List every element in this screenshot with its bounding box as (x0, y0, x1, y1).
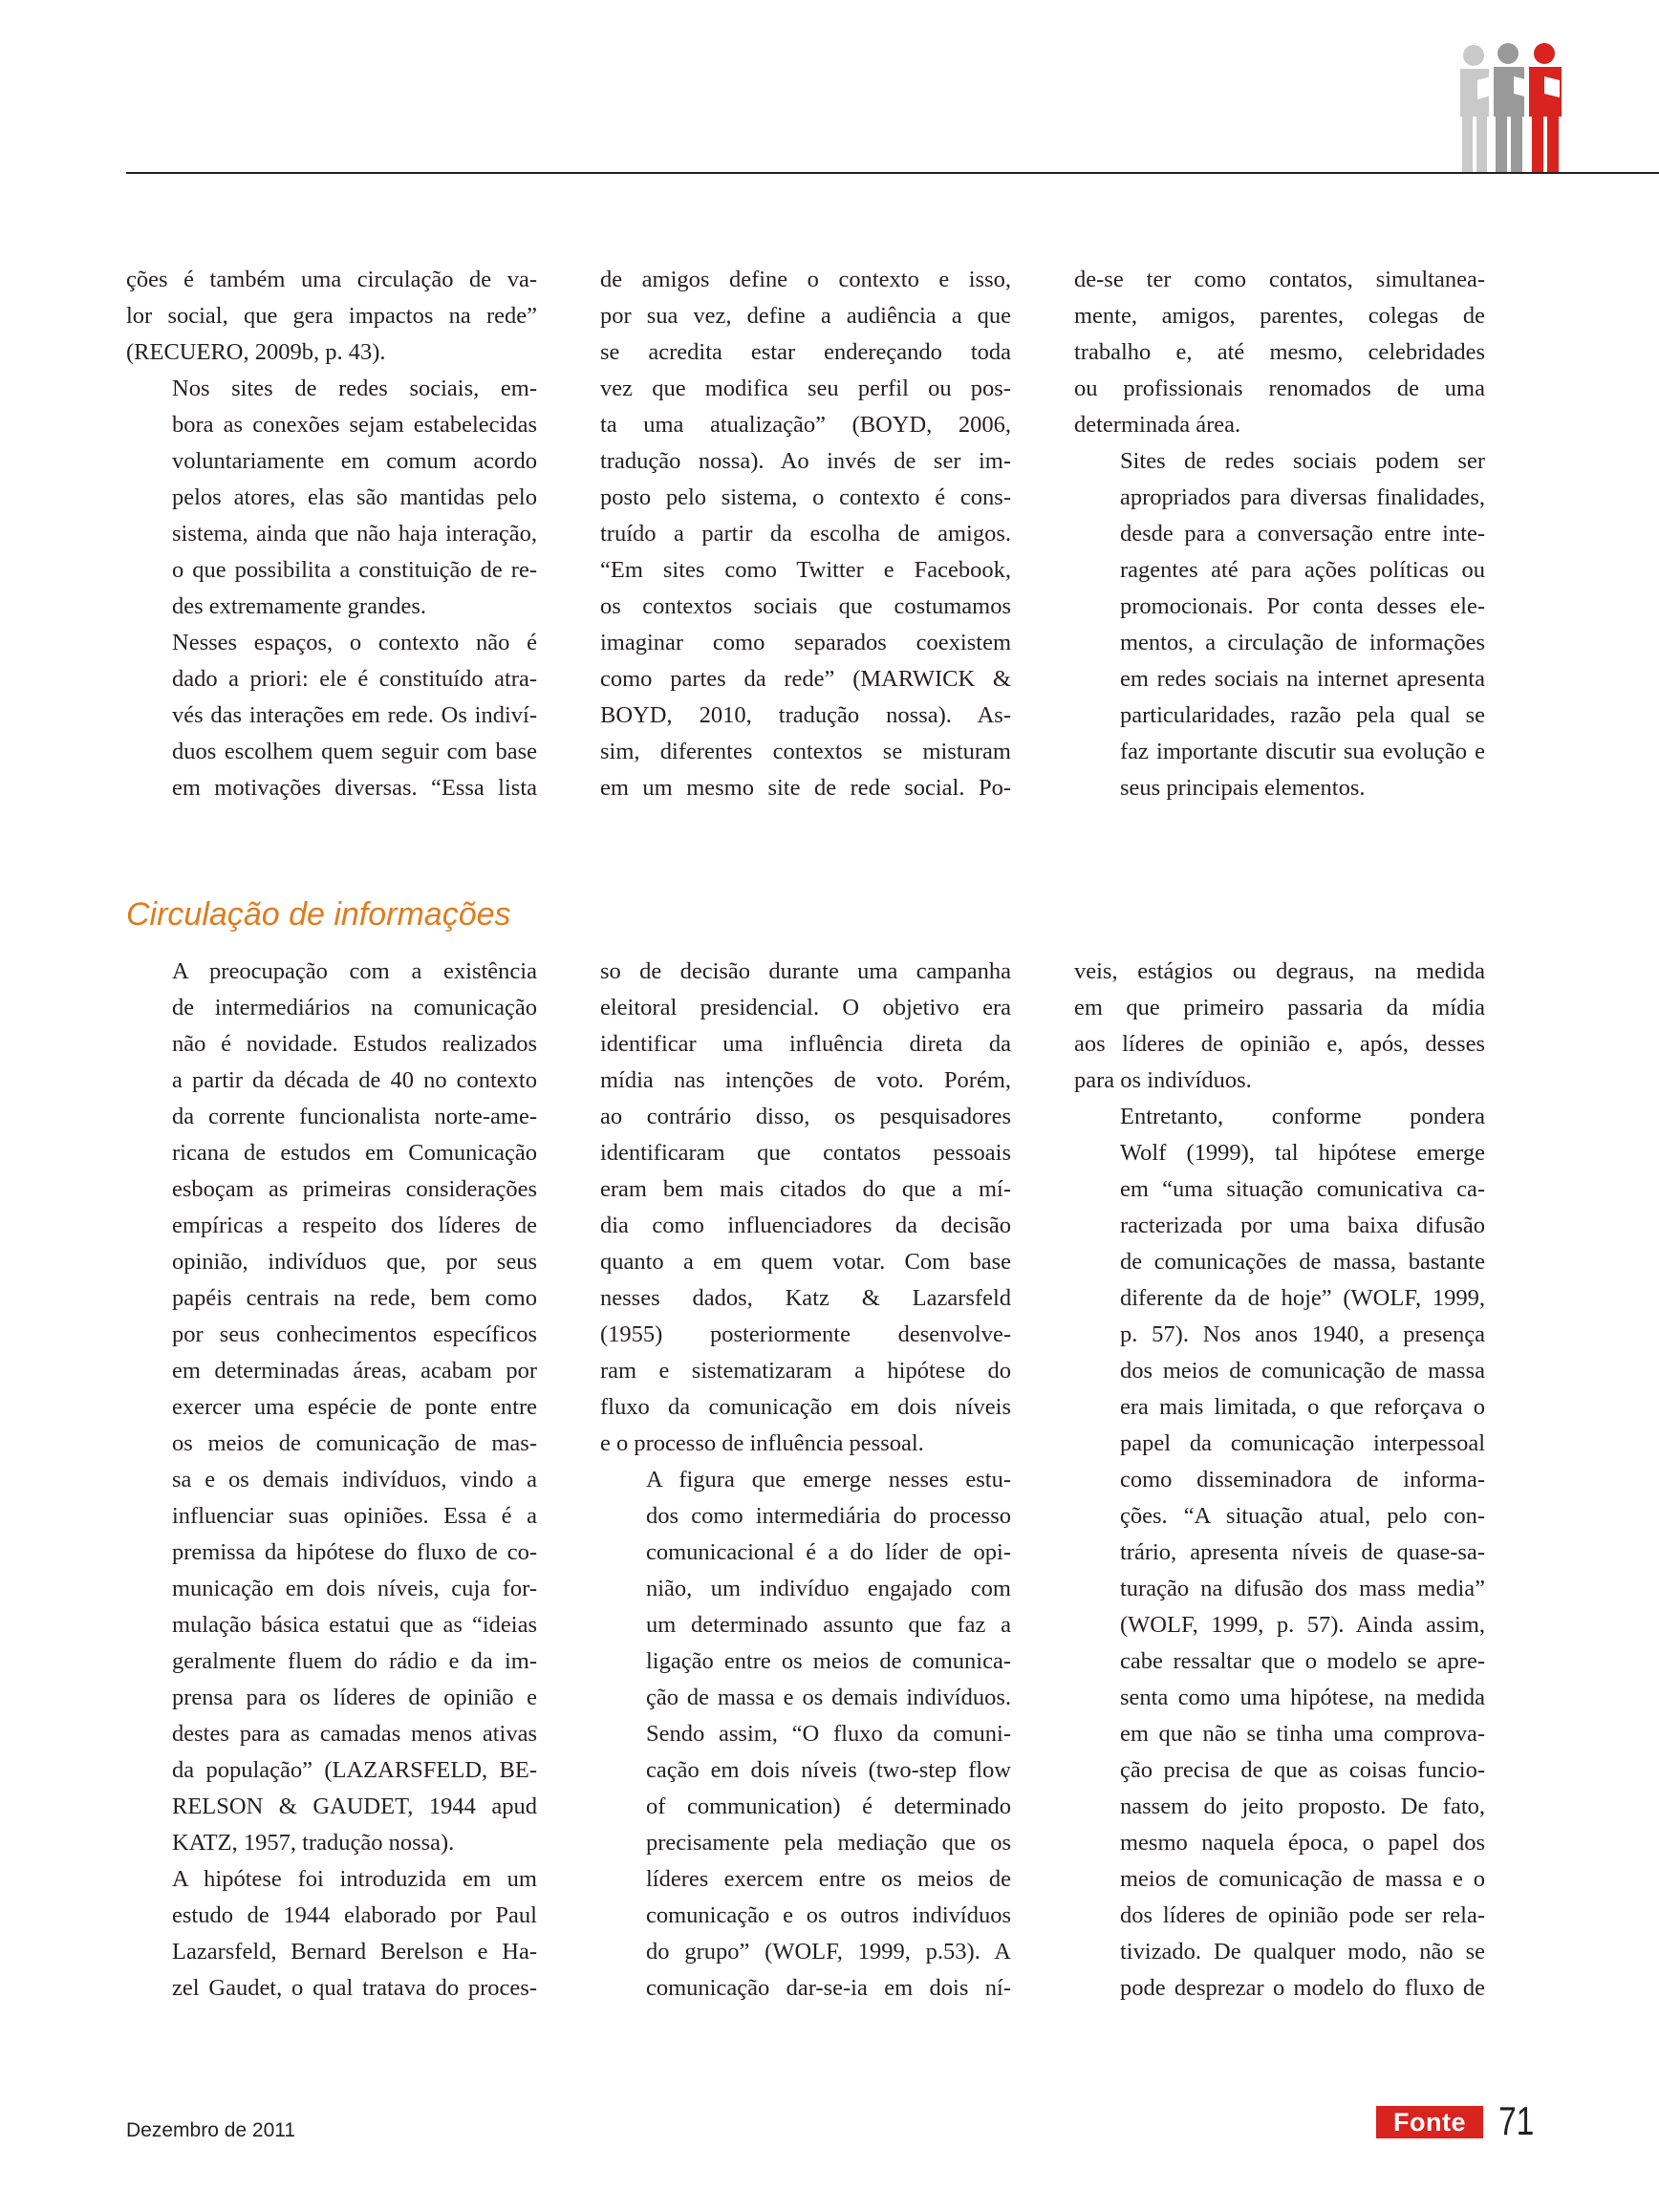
text-line: Nos sites de redes sociais, em- (172, 376, 537, 401)
text-line: e o processo de influência pessoal. (600, 1430, 924, 1456)
text-line: dos meios de comunicação de massa (1120, 1358, 1485, 1384)
paragraph (1074, 443, 1485, 806)
text-line: faz importante discutir sua evolução e (1120, 739, 1485, 764)
text-line: por seus conhecimentos específicos (172, 1321, 537, 1347)
text-line: opinião, indivíduos que, por seus (172, 1249, 537, 1275)
text-line: era mais limitada, o que reforçava o (1120, 1394, 1485, 1420)
text-line: mulação básica estatui que as “ideias (172, 1612, 537, 1638)
text-line: ram e sistematizaram a hipótese do (600, 1358, 1011, 1384)
text-line: apropriados para diversas finalidades, (1120, 484, 1485, 510)
text-line: veis, estágios ou degraus, na medida (1074, 958, 1485, 984)
text-line: líderes exercem entre os meios de (646, 1866, 1011, 1892)
text-line: os meios de comunicação de mas- (172, 1430, 537, 1456)
paragraph (126, 625, 537, 806)
text-line: papéis centrais na rede, bem como (172, 1285, 537, 1311)
text-line: particularidades, razão pela qual se (1120, 702, 1485, 728)
text-line: of communication) é determinado (646, 1793, 1011, 1819)
text-line: prensa para os líderes de opinião e (172, 1685, 537, 1710)
magazine-brand-logo: Fonte (1376, 2106, 1483, 2138)
text-line: mídia nas intenções de voto. Porém, (600, 1067, 1011, 1093)
text-line: A hipótese foi introduzida em um (172, 1866, 537, 1892)
text-line: dos como intermediária do processo (646, 1503, 1011, 1529)
text-line: em um mesmo site de rede social. Po- (600, 775, 1011, 801)
text-line: de intermediários na comunicação (172, 995, 537, 1020)
paragraph (126, 262, 537, 371)
text-line: determinada área. (1074, 412, 1241, 438)
text-line: mentos, a circulação de informações (1120, 630, 1485, 655)
text-line: como disseminadora de informa- (1120, 1467, 1485, 1493)
text-line: exercer uma espécie de ponte entre (172, 1394, 537, 1420)
paragraph (600, 1462, 1011, 2007)
text-line: racterizada por uma baixa difusão (1120, 1213, 1485, 1238)
text-line: meios de comunicação de massa e o (1120, 1866, 1485, 1892)
text-line: um determinado assunto que faz a (646, 1612, 1011, 1638)
text-line: ção precisa de que as coisas funcio- (1120, 1757, 1485, 1783)
text-line: tradução nossa). Ao invés de ser im- (600, 448, 1011, 474)
paragraph (126, 1861, 537, 2007)
text-line: posto pelo sistema, o contexto é cons- (600, 484, 1011, 510)
page-number: 71 (1498, 2098, 1535, 2143)
text-line: nassem do jeito proposto. De fato, (1120, 1793, 1485, 1819)
text-line: so de decisão durante uma campanha (600, 958, 1011, 984)
text-line: “Em sites como Twitter e Facebook, (600, 557, 1011, 583)
text-line: de-se ter como contatos, simultanea- (1074, 267, 1485, 292)
paragraph (600, 262, 1011, 806)
text-line: de amigos define o contexto e isso, (600, 267, 1011, 292)
text-line: Nesses espaços, o contexto não é (172, 630, 537, 655)
text-line: des extremamente grandes. (172, 593, 426, 619)
text-line: p. 57). Nos anos 1940, a presença (1120, 1321, 1485, 1347)
text-line: destes para as camadas menos ativas (172, 1721, 537, 1747)
text-line: nesses dados, Katz & Lazarsfeld (600, 1285, 1011, 1311)
text-line: BOYD, 2010, tradução nossa). As- (600, 702, 1011, 728)
text-line: Wolf (1999), tal hipótese emerge (1120, 1140, 1485, 1166)
text-line: se acredita estar endereçando toda (600, 339, 1011, 365)
text-line: A figura que emerge nesses estu- (646, 1467, 1011, 1493)
top-column-2 (600, 262, 1011, 806)
text-line: cação em dois níveis (two-step flow (646, 1757, 1011, 1783)
text-line: desde para a conversação entre inte- (1120, 521, 1485, 547)
text-line: eram bem mais citados do que a mí- (600, 1176, 1011, 1202)
text-line: como partes da rede” (MARWICK & (600, 666, 1011, 692)
text-line: trabalho e, até mesmo, celebridades (1074, 339, 1485, 365)
text-line: ricana de estudos em Comunicação (172, 1140, 537, 1166)
text-line: ções. “A situação atual, pelo con- (1120, 1503, 1485, 1529)
text-line: pode desprezar o modelo do fluxo de (1120, 1975, 1485, 2001)
text-line: truído a partir da escolha de amigos. (600, 521, 1011, 547)
text-line: estudo de 1944 elaborado por Paul (172, 1902, 537, 1928)
text-line: da população” (LAZARSFELD, BE- (172, 1757, 537, 1783)
paragraph (1074, 1099, 1485, 2007)
text-line: Sendo assim, “O fluxo da comuni- (646, 1721, 1011, 1747)
text-line: em motivações diversas. “Essa lista (172, 775, 537, 801)
text-line: mente, amigos, parentes, colegas de (1074, 303, 1485, 329)
text-line: lor social, que gera impactos na rede” (126, 303, 537, 329)
text-line: comunicação e os outros indivíduos (646, 1902, 1011, 1928)
text-line: dado a priori: ele é constituído atra- (172, 666, 537, 692)
text-line: dos líderes de opinião pode ser rela- (1120, 1902, 1485, 1928)
text-line: identificaram que contatos pessoais (600, 1140, 1011, 1166)
text-line: comunicação dar-se-ia em dois ní- (646, 1975, 1011, 2001)
text-line: precisamente pela mediação que os (646, 1830, 1011, 1856)
text-line: empíricas a respeito dos líderes de (172, 1213, 537, 1238)
top-column-1 (126, 262, 537, 806)
text-line: não é novidade. Estudos realizados (172, 1031, 537, 1057)
text-line: municação em dois níveis, cuja for- (172, 1576, 537, 1601)
text-line: (1955) posteriormente desenvolve- (600, 1321, 1011, 1347)
text-line: esboçam as primeiras considerações (172, 1176, 537, 1202)
text-line: voluntariamente em comum acordo (172, 448, 537, 474)
top-column-3 (1074, 262, 1485, 806)
text-line: comunicacional é a do líder de opi- (646, 1539, 1011, 1565)
text-line: ta uma atualização” (BOYD, 2006, (600, 412, 1011, 438)
text-line: sistema, ainda que não haja interação, (172, 521, 537, 547)
text-line: mesmo naquela época, o papel dos (1120, 1830, 1485, 1856)
people-figures-icon (1449, 42, 1583, 172)
text-line: nião, um indivíduo engajado com (646, 1576, 1011, 1601)
text-line: aos líderes de opinião e, após, desses (1074, 1031, 1485, 1057)
text-line: imaginar como separados coexistem (600, 630, 1011, 655)
text-line: zel Gaudet, o qual tratava do proces- (172, 1975, 537, 2001)
text-line: promocionais. Por conta desses ele- (1120, 593, 1485, 619)
text-line: ao contrário disso, os pesquisadores (600, 1104, 1011, 1129)
text-line: senta como uma hipótese, na medida (1120, 1685, 1485, 1710)
text-line: o que possibilita a constituição de re- (172, 557, 537, 583)
text-line: (RECUERO, 2009b, p. 43). (126, 339, 386, 365)
paragraph (126, 954, 537, 1861)
paragraph (600, 954, 1011, 1462)
text-line: turação na difusão dos mass media” (1120, 1576, 1485, 1601)
text-line: em redes sociais na internet apresenta (1120, 666, 1485, 692)
text-line: Entretanto, conforme pondera (1120, 1104, 1485, 1129)
text-line: vés das interações em rede. Os indiví- (172, 702, 537, 728)
text-line: pelos atores, elas são mantidas pelo (172, 484, 537, 510)
text-line: ções é também uma circulação de va- (126, 267, 537, 292)
paragraph (126, 371, 537, 625)
text-line: em “uma situação comunicativa ca- (1120, 1176, 1485, 1202)
text-line: cabe ressaltar que o modelo se apre- (1120, 1648, 1485, 1674)
text-line: sa e os demais indivíduos, vindo a (172, 1467, 537, 1493)
bottom-column-2 (600, 954, 1011, 2007)
text-line: tivizado. De qualquer modo, não se (1120, 1939, 1485, 1965)
text-line: premissa da hipótese do fluxo de co- (172, 1539, 537, 1565)
text-line: influenciar suas opiniões. Essa é a (172, 1503, 537, 1529)
text-line: trário, apresenta níveis de quase-sa- (1120, 1539, 1485, 1565)
text-line: A preocupação com a existência (172, 958, 537, 984)
text-line: bora as conexões sejam estabelecidas (172, 412, 537, 438)
text-line: fluxo da comunicação em dois níveis (600, 1394, 1011, 1420)
text-line: eleitoral presidencial. O objetivo era (600, 995, 1011, 1020)
paragraph (1074, 954, 1485, 1099)
text-line: quanto a em quem votar. Com base (600, 1249, 1011, 1275)
text-line: identificar uma influência direta da (600, 1031, 1011, 1057)
text-line: KATZ, 1957, tradução nossa). (172, 1830, 455, 1856)
text-line: sim, diferentes contextos se misturam (600, 739, 1011, 764)
text-line: diferente da de hoje” (WOLF, 1999, (1120, 1285, 1485, 1311)
text-line: duos escolhem quem seguir com base (172, 739, 537, 764)
header-rule (126, 172, 1659, 174)
text-line: a partir da década de 40 no contexto (172, 1067, 537, 1093)
text-line: da corrente funcionalista norte-ame- (172, 1104, 537, 1129)
paragraph (1074, 262, 1485, 443)
text-line: ção de massa e os demais indivíduos. (646, 1685, 1011, 1710)
text-line: ligação entre os meios de comunica- (646, 1648, 1011, 1674)
text-line: seus principais elementos. (1120, 775, 1366, 801)
text-line: em que não se tinha uma comprova- (1120, 1721, 1485, 1747)
text-line: em que primeiro passaria da mídia (1074, 995, 1485, 1020)
text-line: RELSON & GAUDET, 1944 apud (172, 1793, 537, 1819)
text-line: (WOLF, 1999, p. 57). Ainda assim, (1120, 1612, 1485, 1638)
text-line: papel da comunicação interpessoal (1120, 1430, 1485, 1456)
text-line: os contextos sociais que costumamos (600, 593, 1011, 619)
text-line: ou profissionais renomados de uma (1074, 376, 1485, 401)
text-line: em determinadas áreas, acabam por (172, 1358, 537, 1384)
text-line: vez que modifica seu perfil ou pos- (600, 376, 1011, 401)
text-line: para os indivíduos. (1074, 1067, 1252, 1093)
bottom-column-3 (1074, 954, 1485, 2007)
text-line: do grupo” (WOLF, 1999, p.53). A (646, 1939, 1011, 1965)
text-line: Sites de redes sociais podem ser (1120, 448, 1485, 474)
text-line: ragentes até para ações políticas ou (1120, 557, 1485, 583)
text-line: geralmente fluem do rádio e da im- (172, 1648, 537, 1674)
section-heading: Circulação de informações (126, 896, 511, 933)
footer-date: Dezembro de 2011 (126, 2119, 296, 2141)
text-line: dia como influenciadores da decisão (600, 1213, 1011, 1238)
bottom-column-1 (126, 954, 537, 2007)
text-line: por sua vez, define a audiência a que (600, 303, 1011, 329)
text-line: Lazarsfeld, Bernard Berelson e Ha- (172, 1939, 537, 1965)
text-line: de comunicações de massa, bastante (1120, 1249, 1485, 1275)
